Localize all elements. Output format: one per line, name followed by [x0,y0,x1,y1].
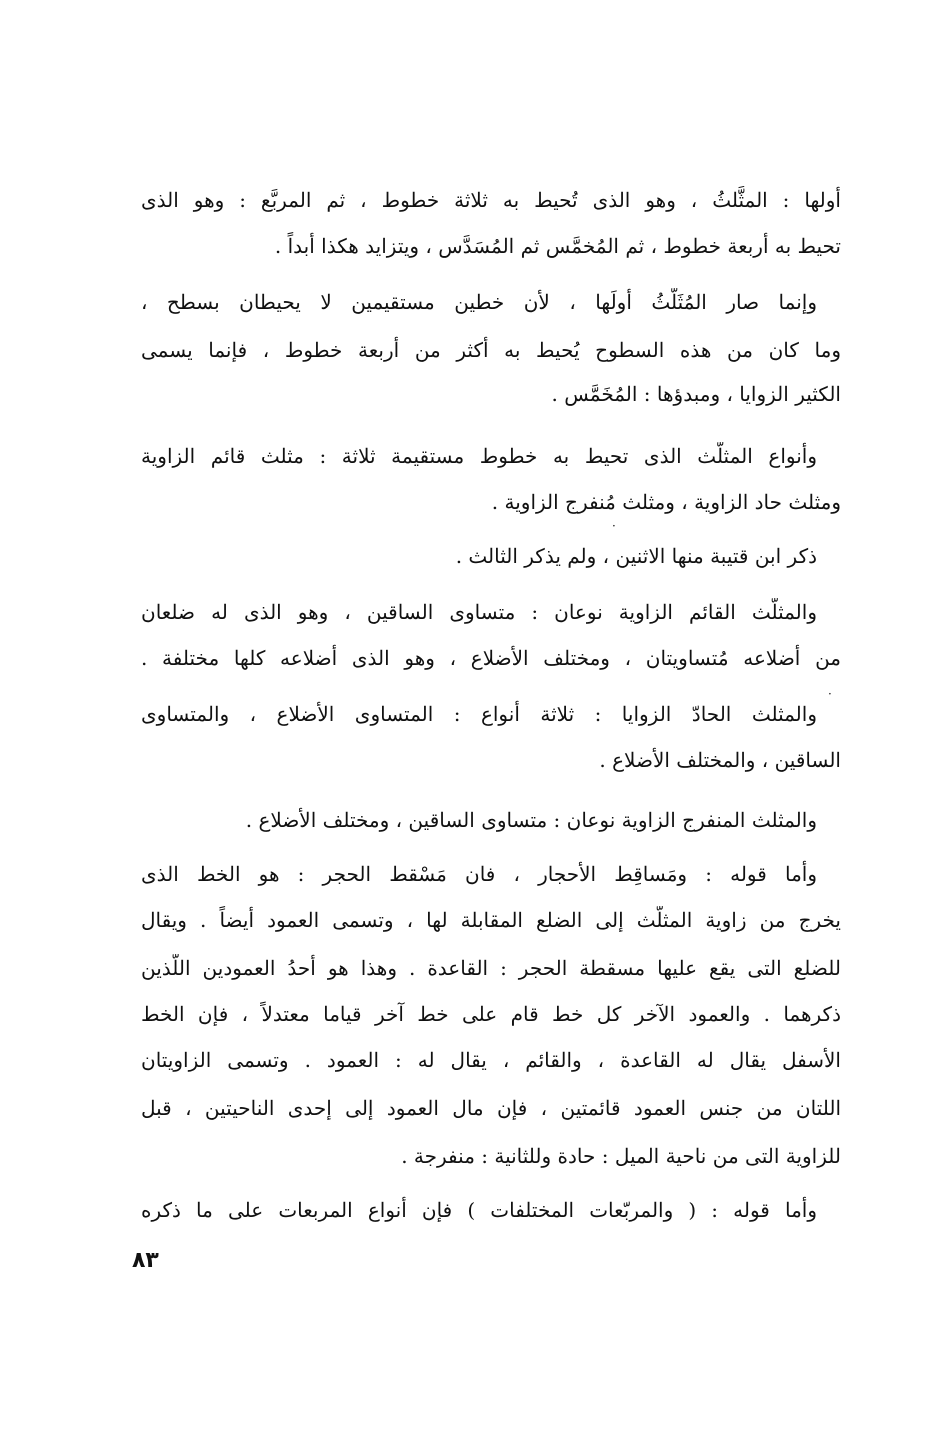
text-line-14: وأما قوله : ومَساقِط الأحجار ، فان مَسْقط الحجر : هو الخط الذى [141,862,817,886]
text-line-8: ذكر ابن قتيبة منها الاثنين ، ولم يذكر الثالث . [455,544,817,568]
text-line-7: ومثلث حاد الزاوية ، ومثلث مُنفرج الزاوية . [491,490,841,514]
text-line-15: يخرج من زاوية المثلَّث إلى الضلع المقابلة لها ، وتسمى العمود أيضاً . ويقال [141,908,841,932]
text-line-5: الكثير الزوايا ، ومبدؤها : المُخَمَّس . [551,382,841,406]
stray-mark: · [828,687,832,701]
page-number: ٨٣ [132,1248,159,1273]
text-line-18: الأسفل يقال له القاعدة ، والقائم ، يقال له : العمود . وتسمى الزاويتان [141,1048,841,1072]
text-line-16: للضلع التى يقع عليها مسقطة الحجر : القاعدة . وهذا هو أحدُ العمودين اللّذين [141,956,841,980]
stray-mark: · [612,519,616,533]
text-line-10: من أضلاعه مُتساويتان ، ومختلف الأضلاع ، وهو الذى أضلاعه كلها مختلفة . [141,646,841,670]
text-line-3: وإنما صار المُثَلَّثُ أولَها ، لأن خطين مستقيمين لا يحيطان بسطح ، [141,290,817,314]
text-line-4: وما كان من هذه السطوح يُحيط به أكثر من أربعة خطوط ، فإنما يسمى [141,338,841,362]
text-line-9: والمثلَّث القائم الزاوية نوعان : متساوى الساقين ، وهو الذى له ضلعان [141,600,817,624]
text-line-13: والمثلث المنفرج الزاوية نوعان : متساوى الساقين ، ومختلف الأضلاع . [245,808,817,832]
text-line-12: الساقين ، والمختلف الأضلاع . [599,748,841,772]
text-line-19: اللتان من جنس العمود قائمتين ، فإن مال العمود إلى إحدى الناحيتين ، قبل [141,1096,841,1120]
text-line-17: ذكرهما . والعمود الآخر كل خط قام على خط آخر قياما معتدلاً ، فإن الخط [141,1002,841,1026]
text-line-11: والمثلث الحادّ الزوايا : ثلاثة أنواع : المتساوى الأضلاع ، والمتساوى [141,702,817,726]
text-line-6: وأنواع المثلَّث الذى تحيط به خطوط مستقيمة ثلاثة : مثلث قائم الزاوية [141,444,817,468]
text-line-1: أولها : المثَّلثُ ، وهو الذى تُحيط به ثلاثة خطوط ، ثم المربَّع : وهو الذى [141,188,841,212]
text-line-21: وأما قوله : ( والمربّعات المختلفات ) فإن أنواع المربعات على ما ذكره [141,1198,817,1222]
text-line-2: تحيط به أربعة خطوط ، ثم المُخمَّس ثم المُسَدَّس ، ويتزايد هكذا أبداً . [274,234,841,258]
text-line-20: للزاوية التى من ناحية الميل : حادة وللثانية : منفرجة . [401,1144,841,1168]
